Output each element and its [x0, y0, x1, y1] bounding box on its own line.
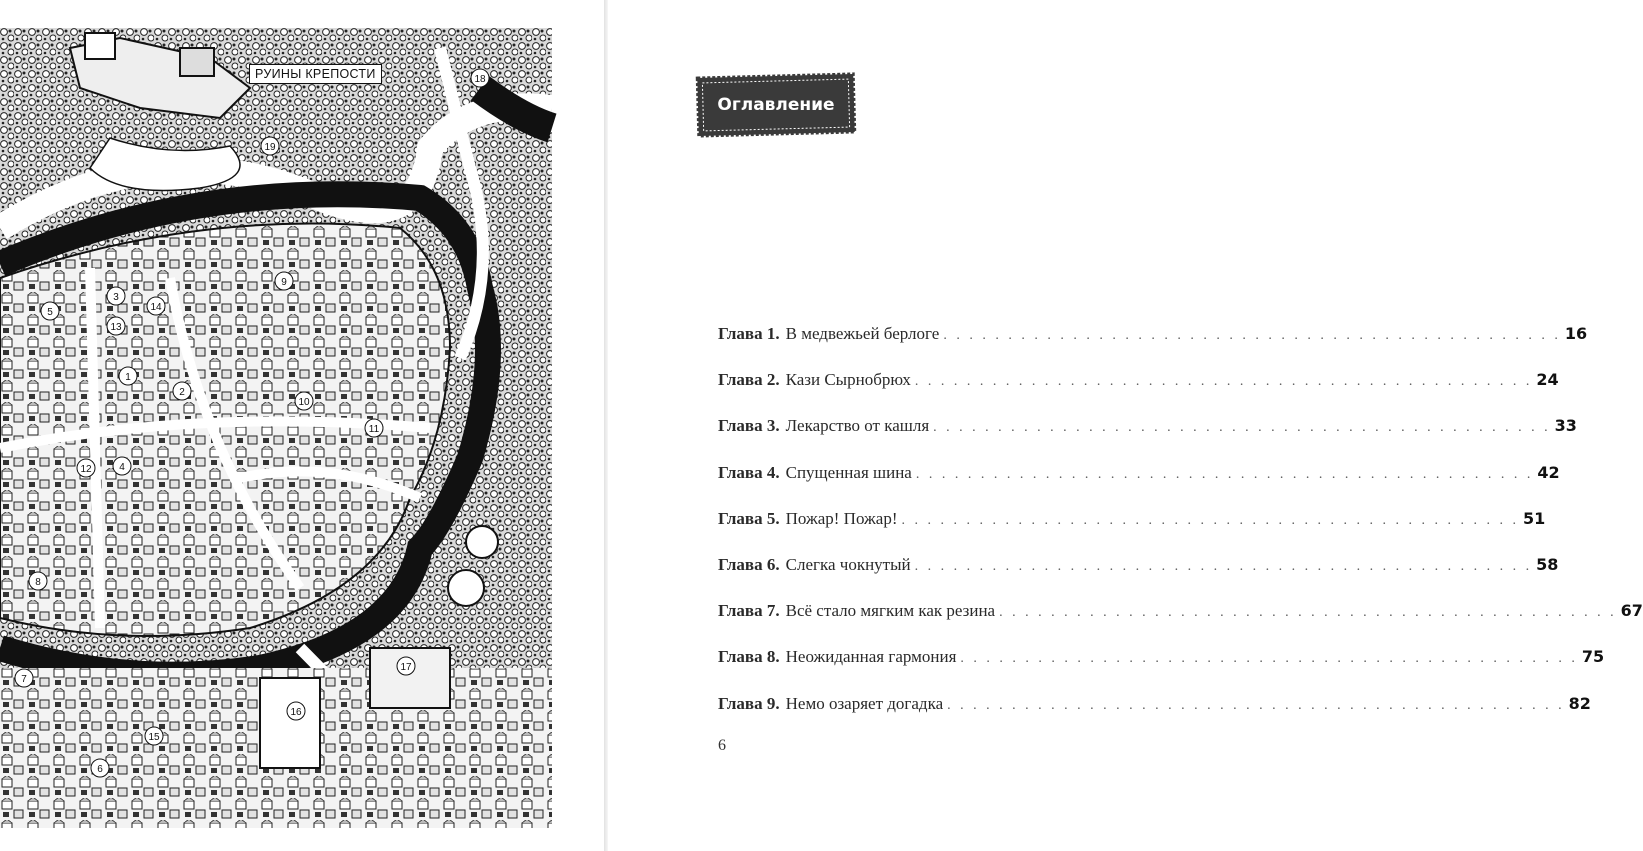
toc-page-number: 51 [1523, 508, 1546, 528]
svg-text:6: 6 [97, 764, 103, 775]
map-marker [261, 137, 279, 155]
toc-page-number: 33 [1554, 416, 1577, 436]
page-number: 6 [718, 737, 726, 754]
map-marker [77, 459, 95, 477]
toc-page-number: 58 [1536, 554, 1559, 574]
svg-text:15: 15 [148, 732, 160, 743]
toc-row[interactable] [718, 647, 1605, 693]
toc-row[interactable] [718, 416, 1577, 462]
toc-row[interactable] [718, 508, 1546, 555]
toc-title: Лекарство от кашля [785, 416, 930, 436]
toc-page-number: 67 [1620, 601, 1643, 621]
left-page-map [0, 0, 604, 851]
svg-text:11: 11 [368, 424, 380, 435]
svg-text:10: 10 [298, 397, 310, 408]
svg-text:8: 8 [35, 577, 41, 588]
toc-leader-dots: . . . . . . . . . . . . . . . . . . . . . . . . . . . . . . . . . . . . . . . . . . . . . . . . [914, 558, 1533, 574]
toc-title: Кази Сырнобрюх [785, 370, 911, 390]
map-marker [365, 419, 383, 437]
svg-text:4: 4 [119, 462, 125, 473]
contents-heading: Оглавление [717, 95, 835, 115]
toc-title: Немо озаряет догадка [785, 693, 944, 713]
map-marker [119, 367, 137, 385]
toc-page-number: 42 [1537, 462, 1560, 482]
toc-page-number: 24 [1536, 370, 1559, 390]
svg-text:19: 19 [264, 142, 276, 153]
svg-text:5: 5 [47, 307, 53, 318]
toc-title: В медвежьей берлоге [785, 324, 940, 343]
svg-text:1: 1 [125, 372, 131, 383]
fortress-ruins-label: РУИНЫ КРЕПОСТИ [249, 64, 382, 84]
svg-text:2: 2 [179, 387, 185, 398]
map-marker [295, 392, 313, 410]
toc-leader-dots: . . . . . . . . . . . . . . . . . . . . . . . . . . . . . . . . . . . . . . . . . . . . . . . . [901, 512, 1519, 528]
toc-page-number: 16 [1564, 324, 1588, 343]
toc-title: Спущенная шина [785, 462, 912, 482]
toc-chapter-label: Глава 9. [718, 693, 780, 713]
map-marker [287, 702, 305, 720]
toc-chapter-label: Глава 1. [718, 324, 780, 343]
map-marker [107, 287, 125, 305]
toc-chapter-label: Глава 3. [718, 416, 780, 436]
svg-text:7: 7 [21, 674, 27, 685]
toc-leader-dots: . . . . . . . . . . . . . . . . . . . . . . . . . . . . . . . . . . . . . . . . . . . . . . . . [933, 420, 1551, 436]
svg-text:3: 3 [113, 292, 119, 303]
toc-title: Всё стало мягким как резина [785, 601, 996, 621]
map-marker [113, 457, 131, 475]
toc-leader-dots: . . . . . . . . . . . . . . . . . . . . . . . . . . . . . . . . . . . . . . . . . . . . . . . . [914, 374, 1533, 390]
toc-chapter-label: Глава 5. [718, 508, 780, 528]
svg-text:12: 12 [80, 464, 92, 475]
svg-text:16: 16 [290, 707, 302, 718]
map-marker [29, 572, 47, 590]
toc-leader-dots: . . . . . . . . . . . . . . . . . . . . . . . . . . . . . . . . . . . . . . . . . . . . . . . . [999, 605, 1617, 621]
toc-page-number: 82 [1568, 693, 1591, 713]
toc-chapter-label: Глава 2. [718, 370, 780, 390]
toc-row[interactable] [718, 601, 1643, 647]
svg-text:13: 13 [110, 322, 122, 333]
map-marker [41, 302, 59, 320]
map-marker [15, 669, 33, 687]
toc-chapter-label: Глава 6. [718, 554, 780, 574]
toc-title: Неожиданная гармония [785, 647, 957, 667]
map-marker [397, 657, 415, 675]
map-marker [471, 69, 489, 87]
toc-chapter-label: Глава 4. [718, 462, 780, 482]
map-marker [275, 272, 293, 290]
contents-heading-badge [696, 74, 856, 136]
right-page-contents [608, 0, 1643, 851]
toc-row[interactable] [718, 462, 1560, 509]
toc-title: Пожар! Пожар! [785, 508, 898, 528]
toc-chapter-label: Глава 8. [718, 647, 780, 667]
map-marker [91, 759, 109, 777]
svg-text:17: 17 [400, 662, 412, 673]
toc-chapter-label: Глава 7. [718, 601, 780, 621]
toc-leader-dots: . . . . . . . . . . . . . . . . . . . . . . . . . . . . . . . . . . . . . . . . . . . . . . . . [915, 466, 1534, 482]
toc-leader-dots: . . . . . . . . . . . . . . . . . . . . . . . . . . . . . . . . . . . . . . . . . . . . . . . . [943, 328, 1561, 343]
town-map-illustration [0, 28, 552, 828]
toc-row[interactable] [718, 554, 1559, 601]
map-marker [173, 382, 191, 400]
svg-text:9: 9 [281, 277, 287, 288]
toc-row[interactable] [718, 370, 1559, 416]
toc-title: Слегка чокнутый [785, 554, 911, 574]
map-marker [107, 317, 125, 335]
toc-row[interactable] [718, 693, 1591, 740]
table-of-contents [718, 324, 1643, 740]
svg-text:18: 18 [474, 74, 486, 85]
map-marker [147, 297, 165, 315]
toc-page-number: 75 [1581, 647, 1605, 667]
map-marker [145, 727, 163, 745]
toc-row[interactable] [718, 324, 1588, 370]
toc-leader-dots: . . . . . . . . . . . . . . . . . . . . . . . . . . . . . . . . . . . . . . . . . . . . . . . . [960, 651, 1578, 667]
toc-leader-dots: . . . . . . . . . . . . . . . . . . . . . . . . . . . . . . . . . . . . . . . . . . . . . . . . [947, 697, 1565, 713]
svg-text:14: 14 [150, 302, 162, 313]
